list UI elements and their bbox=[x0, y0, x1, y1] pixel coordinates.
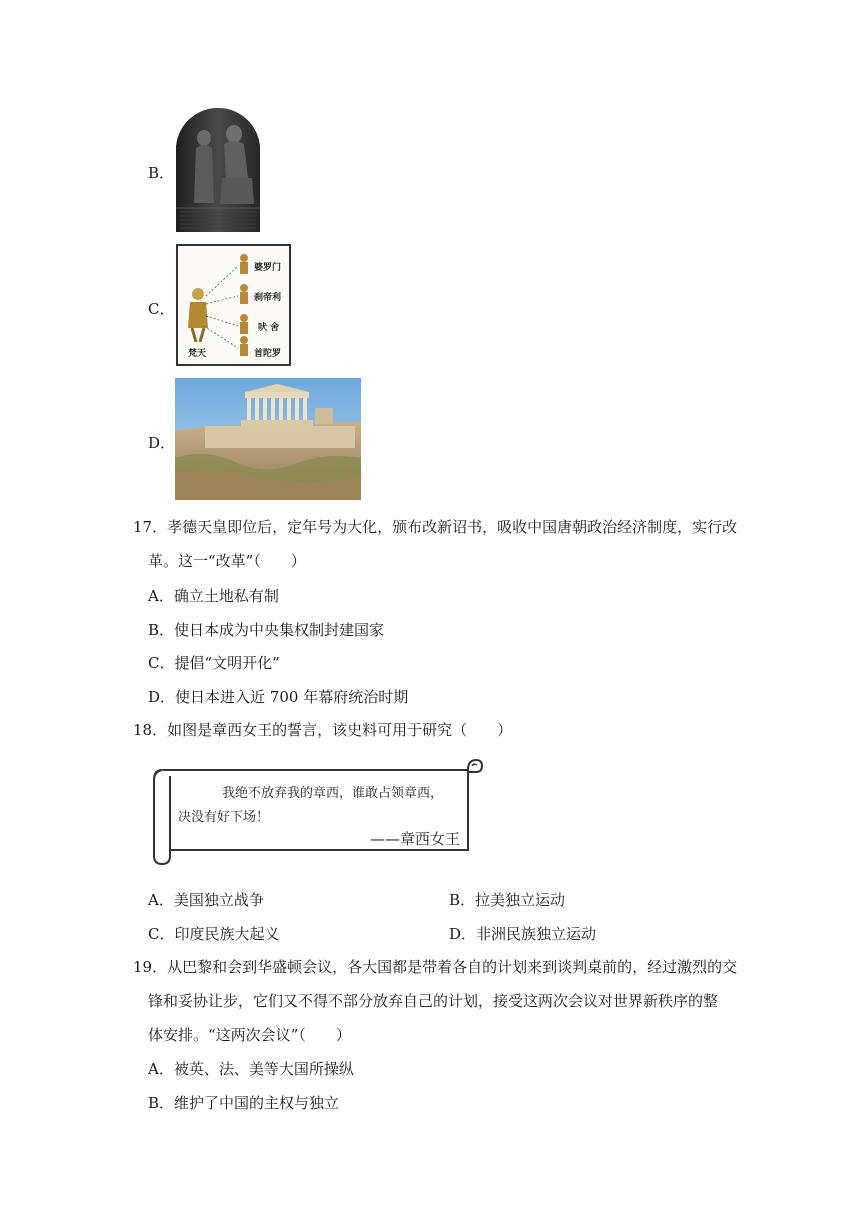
q19-stem-line3: 体安排。“这两次会议”（ ） bbox=[148, 1026, 351, 1044]
q18-option-a: A．美国独立战争 bbox=[148, 891, 264, 909]
q17-option-d: D．使日本进入近 700 年幕府统治时期 bbox=[148, 688, 409, 706]
caste-label-vaishya: 吠 舍 bbox=[258, 323, 280, 333]
q19-stem-line2: 锋和妥协让步，它们又不得不部分放弃自己的计划，接受这两次会议对世界新秩序的整 bbox=[148, 992, 719, 1010]
q18-stem: 18．如图是章西女王的誓言，该史料可用于研究（ ） bbox=[133, 721, 513, 739]
q18-option-b: B．拉美独立运动 bbox=[449, 891, 566, 909]
q19-option-a: A．被英、法、美等大国所操纵 bbox=[148, 1060, 354, 1078]
option-c-letter: C． bbox=[148, 300, 175, 318]
option-d-letter: D． bbox=[148, 434, 176, 452]
q18-option-d: D．非洲民族独立运动 bbox=[449, 925, 597, 943]
caste-label-shudra: 首陀罗 bbox=[254, 349, 282, 359]
q18-option-c: C．印度民族大起义 bbox=[148, 925, 280, 943]
oath-scroll-image bbox=[150, 756, 485, 868]
oath-quote-line2: 决没有好下场！ bbox=[178, 810, 270, 825]
oath-quote-line1: 我绝不放弃我的章西，谁敢占领章西， bbox=[222, 786, 444, 801]
hammurabi-stele-image bbox=[176, 108, 260, 232]
brahma-label: 梵天 bbox=[188, 349, 207, 359]
caste-label-kshatriya: 刹帝利 bbox=[254, 293, 282, 303]
q17-option-a: A．确立土地私有制 bbox=[148, 587, 279, 605]
caste-system-diagram bbox=[176, 244, 291, 366]
q17-stem-line1: 17．孝德天皇即位后，定年号为大化，颁布改新诏书，吸收中国唐朝政治经济制度，实行改 bbox=[133, 518, 738, 536]
q19-stem-line1: 19．从巴黎和会到华盛顿会议，各大国都是带着各自的计划来到谈判桌前的，经过激烈的交 bbox=[133, 958, 738, 976]
oath-signature: ——章西女王 bbox=[370, 830, 461, 848]
acropolis-photo bbox=[175, 378, 361, 500]
q17-option-b: B．使日本成为中央集权制封建国家 bbox=[148, 621, 385, 639]
q19-option-b: B．维护了中国的主权与独立 bbox=[148, 1094, 340, 1112]
q17-stem-line2: 革。这一“改革”（ ） bbox=[148, 552, 306, 570]
q17-option-c: C．提倡“文明开化” bbox=[148, 654, 280, 672]
option-b-letter: B． bbox=[148, 164, 175, 182]
caste-label-brahmin: 婆罗门 bbox=[254, 263, 282, 273]
